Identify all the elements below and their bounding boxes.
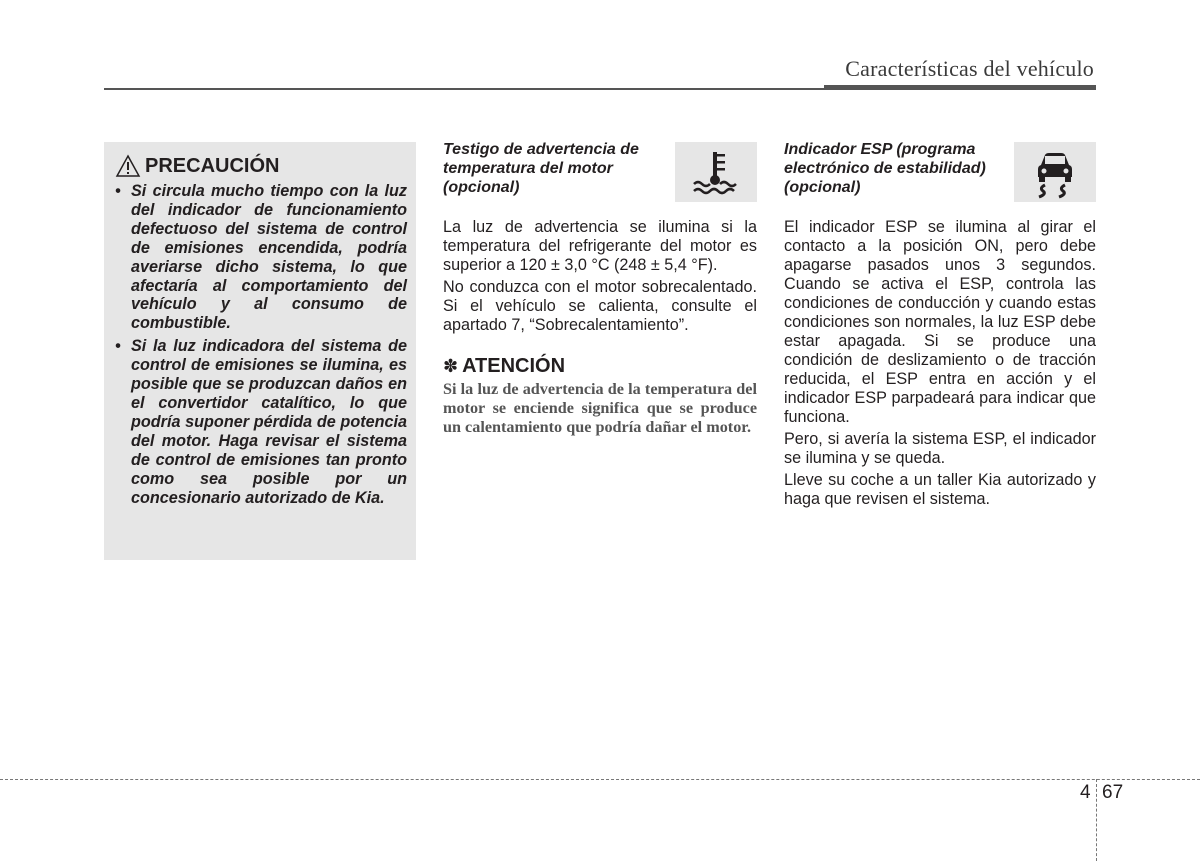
caution-item-text: Si la luz indicadora del sistema de control de emisiones se ilumina, es posible que se produzcan daños en el convertidor catalítico, lo que podría suponer pérdida de potencia del motor. Haga revisar el sistema de control de emisiones tan pronto como sea posible por un concesionario autorizado de Kia.	[131, 337, 407, 507]
paragraph: El indicador ESP se ilumina al girar el contacto a la posición ON, pero debe apagarse pasados unos 3 segundos. Cuando se activa el ESP, controla las condiciones de conducción y cuando estas condiciones son normales, la luz ESP debe estar apagada. Si se produce una condición de deslizamiento o de tracción reducida, el ESP entra en acción y el indicador ESP parpadeará para indicar que funciona.	[784, 218, 1096, 426]
attention-title: ATENCIÓN	[462, 355, 566, 377]
caution-list	[115, 182, 407, 507]
section-header	[443, 140, 757, 204]
caution-item-text: Si circula mucho tiempo con la luz del indicador de funcionamiento defectuoso del sistema de control de emisiones encendida, podría averiarse dicho sistema, lo que afectaría al comportamiento del vehículo y al consumo de combustible.	[131, 182, 407, 333]
coolant-temperature-icon-box	[675, 142, 757, 202]
paragraph: La luz de advertencia se ilumina si la temperatura del refrigerante del motor es superior a 120 ± 3,0 °C (248 ± 5,4 °F).	[443, 218, 757, 274]
caution-title: PRECAUCIÓN	[145, 154, 280, 177]
section-header	[784, 140, 1096, 204]
footer-vertical-divider	[1096, 779, 1097, 861]
caution-item	[115, 337, 407, 507]
temperature-warning-section	[443, 140, 757, 437]
bullet: •	[115, 182, 121, 200]
section-title: Indicador ESP (programa electrónico de estabilidad) (opcional)	[784, 141, 986, 196]
bullet: •	[115, 337, 121, 356]
warning-triangle-icon	[115, 154, 141, 178]
page-header-title: Características del vehículo	[845, 56, 1094, 81]
esp-icon-box	[1014, 142, 1096, 202]
esp-indicator-section	[784, 140, 1096, 512]
esp-skidding-car-icon	[1027, 145, 1083, 199]
header-divider-accent	[824, 85, 1096, 90]
section-title: Testigo de advertencia de temperatura del motor (opcional)	[443, 141, 639, 196]
coolant-temperature-icon	[688, 148, 744, 196]
attention-text: Si la luz de advertencia de la temperatura del motor se enciende significa que se produce un calentamiento que podría dañar el motor.	[443, 380, 757, 436]
chapter-number: 4	[1080, 782, 1091, 803]
caution-box	[104, 142, 416, 560]
caution-item	[115, 182, 407, 333]
paragraph: Pero, si avería la sistema ESP, el indicador se ilumina y se queda.	[784, 430, 1096, 467]
star-icon: ✽	[443, 356, 459, 376]
attention-heading	[443, 355, 757, 378]
page-number: 67	[1102, 782, 1124, 803]
footer-divider	[0, 779, 1200, 780]
caution-header	[115, 154, 407, 178]
paragraph: No conduzca con el motor sobrecalentado. Si el vehículo se calienta, consulte el apartado 7, “Sobrecalentamiento”.	[443, 278, 757, 334]
paragraph: Lleve su coche a un taller Kia autorizado y haga que revisen el sistema.	[784, 471, 1096, 508]
